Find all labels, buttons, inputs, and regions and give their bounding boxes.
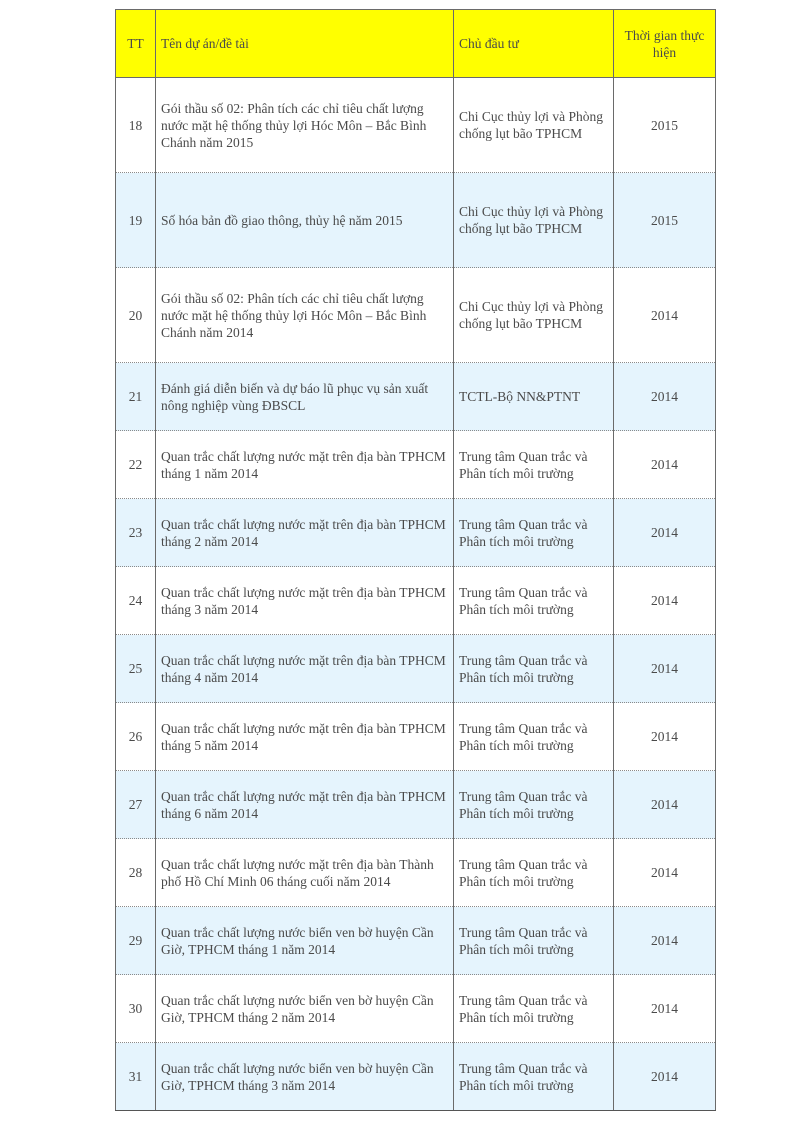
- table-row: [116, 499, 716, 567]
- table-row: [116, 975, 716, 1043]
- row-investor: Trung tâm Quan trắc và Phân tích môi trường: [454, 839, 614, 907]
- row-name: Quan trắc chất lượng nước mặt trên địa bàn TPHCM tháng 5 năm 2014: [156, 703, 454, 771]
- row-tt: 18: [116, 78, 156, 173]
- projects-table: [115, 9, 716, 1111]
- row-name: Số hóa bản đồ giao thông, thủy hệ năm 2015: [156, 173, 454, 268]
- row-tt: 31: [116, 1043, 156, 1111]
- table-row: [116, 567, 716, 635]
- row-time: 2014: [614, 567, 716, 635]
- row-investor: Trung tâm Quan trắc và Phân tích môi trường: [454, 1043, 614, 1111]
- table-row: [116, 771, 716, 839]
- row-investor: Trung tâm Quan trắc và Phân tích môi trường: [454, 907, 614, 975]
- row-time: 2014: [614, 907, 716, 975]
- row-time: 2014: [614, 431, 716, 499]
- table-row: [116, 907, 716, 975]
- row-time: 2014: [614, 268, 716, 363]
- row-tt: 19: [116, 173, 156, 268]
- row-time: 2014: [614, 363, 716, 431]
- row-name: Quan trắc chất lượng nước mặt trên địa bàn TPHCM tháng 6 năm 2014: [156, 771, 454, 839]
- row-time: 2015: [614, 78, 716, 173]
- row-name: Quan trắc chất lượng nước mặt trên địa bàn Thành phố Hồ Chí Minh 06 tháng cuối năm 2014: [156, 839, 454, 907]
- table-row: [116, 1043, 716, 1111]
- row-investor: TCTL-Bộ NN&PTNT: [454, 363, 614, 431]
- row-investor: Trung tâm Quan trắc và Phân tích môi trường: [454, 635, 614, 703]
- table-row: [116, 635, 716, 703]
- row-name: Quan trắc chất lượng nước mặt trên địa bàn TPHCM tháng 1 năm 2014: [156, 431, 454, 499]
- row-tt: 27: [116, 771, 156, 839]
- row-investor: Trung tâm Quan trắc và Phân tích môi trường: [454, 975, 614, 1043]
- row-tt: 28: [116, 839, 156, 907]
- row-time: 2014: [614, 703, 716, 771]
- header-name: Tên dự án/đề tài: [156, 10, 454, 78]
- row-name: Quan trắc chất lượng nước biển ven bờ huyện Cần Giờ, TPHCM tháng 2 năm 2014: [156, 975, 454, 1043]
- row-tt: 25: [116, 635, 156, 703]
- row-name: Gói thầu số 02: Phân tích các chỉ tiêu chất lượng nước mặt hệ thống thủy lợi Hóc Môn – Bắc Bình Chánh năm 2014: [156, 268, 454, 363]
- row-tt: 21: [116, 363, 156, 431]
- row-tt: 24: [116, 567, 156, 635]
- row-investor: Chi Cục thủy lợi và Phòng chống lụt bão TPHCM: [454, 268, 614, 363]
- row-name: Đánh giá diễn biến và dự báo lũ phục vụ sản xuất nông nghiệp vùng ĐBSCL: [156, 363, 454, 431]
- row-investor: Chi Cục thủy lợi và Phòng chống lụt bão TPHCM: [454, 78, 614, 173]
- row-time: 2015: [614, 173, 716, 268]
- row-investor: Trung tâm Quan trắc và Phân tích môi trường: [454, 703, 614, 771]
- row-tt: 26: [116, 703, 156, 771]
- table-row: [116, 839, 716, 907]
- row-name: Quan trắc chất lượng nước biển ven bờ huyện Cần Giờ, TPHCM tháng 1 năm 2014: [156, 907, 454, 975]
- table-row: [116, 78, 716, 173]
- row-investor: Trung tâm Quan trắc và Phân tích môi trường: [454, 499, 614, 567]
- header-tt: TT: [116, 10, 156, 78]
- row-investor: Chi Cục thủy lợi và Phòng chống lụt bão TPHCM: [454, 173, 614, 268]
- row-investor: Trung tâm Quan trắc và Phân tích môi trường: [454, 431, 614, 499]
- table-row: [116, 173, 716, 268]
- table-row: [116, 268, 716, 363]
- row-tt: 30: [116, 975, 156, 1043]
- row-time: 2014: [614, 499, 716, 567]
- row-name: Gói thầu số 02: Phân tích các chỉ tiêu chất lượng nước mặt hệ thống thủy lợi Hóc Môn – Bắc Bình Chánh năm 2015: [156, 78, 454, 173]
- row-time: 2014: [614, 1043, 716, 1111]
- row-name: Quan trắc chất lượng nước mặt trên địa bàn TPHCM tháng 3 năm 2014: [156, 567, 454, 635]
- table-row: [116, 431, 716, 499]
- row-tt: 29: [116, 907, 156, 975]
- row-tt: 23: [116, 499, 156, 567]
- header-time: Thời gian thực hiện: [614, 10, 716, 78]
- header-investor: Chủ đầu tư: [454, 10, 614, 78]
- row-name: Quan trắc chất lượng nước mặt trên địa bàn TPHCM tháng 4 năm 2014: [156, 635, 454, 703]
- table-row: [116, 703, 716, 771]
- row-investor: Trung tâm Quan trắc và Phân tích môi trường: [454, 567, 614, 635]
- row-time: 2014: [614, 839, 716, 907]
- row-tt: 22: [116, 431, 156, 499]
- row-time: 2014: [614, 771, 716, 839]
- table-header-row: [116, 10, 716, 78]
- row-name: Quan trắc chất lượng nước biển ven bờ huyện Cần Giờ, TPHCM tháng 3 năm 2014: [156, 1043, 454, 1111]
- table-row: [116, 363, 716, 431]
- row-name: Quan trắc chất lượng nước mặt trên địa bàn TPHCM tháng 2 năm 2014: [156, 499, 454, 567]
- row-investor: Trung tâm Quan trắc và Phân tích môi trường: [454, 771, 614, 839]
- row-time: 2014: [614, 975, 716, 1043]
- row-time: 2014: [614, 635, 716, 703]
- row-tt: 20: [116, 268, 156, 363]
